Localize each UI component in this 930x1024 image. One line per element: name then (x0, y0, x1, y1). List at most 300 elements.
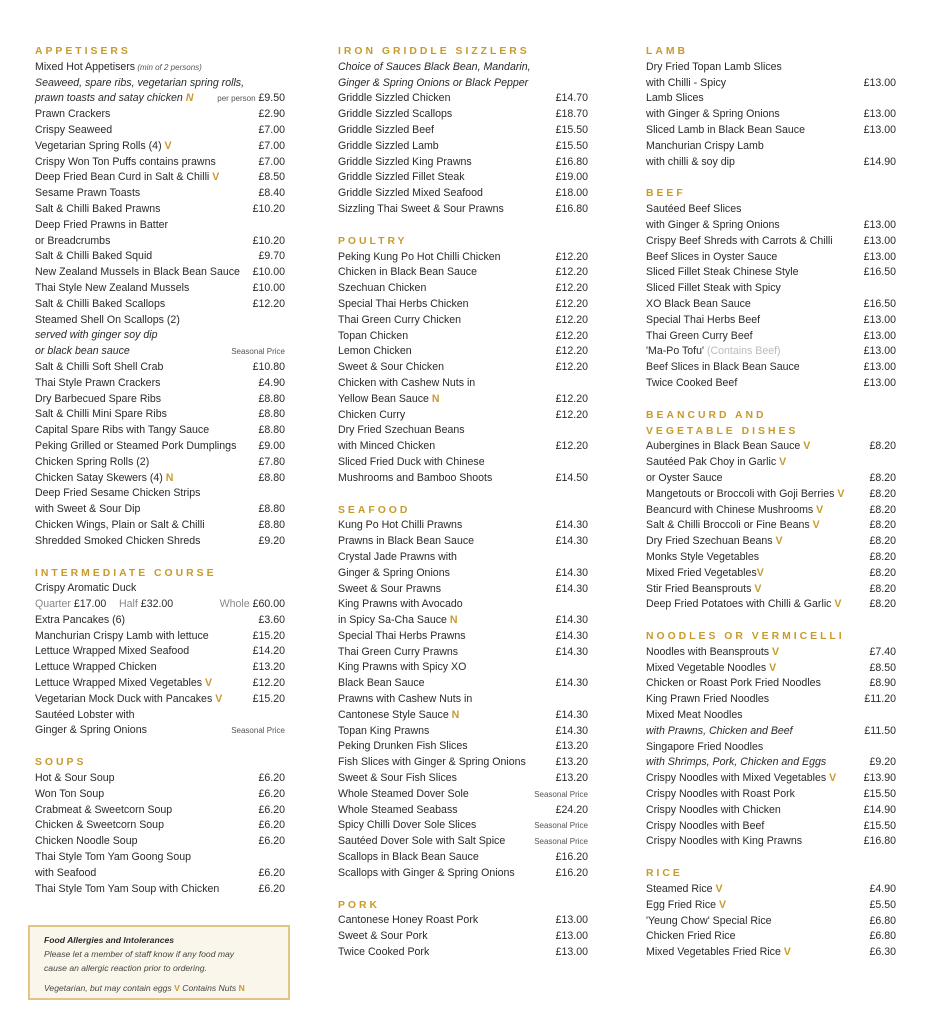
item-price: £14.70 (555, 92, 588, 105)
menu-item (646, 344, 896, 360)
menu-item (338, 250, 588, 266)
menu-item (35, 850, 285, 866)
item-price: £16.20 (555, 851, 588, 864)
menu-item (35, 313, 285, 329)
item-price: £8.20 (869, 582, 896, 595)
item-price: £4.90 (258, 376, 285, 389)
menu-item (35, 613, 285, 629)
menu-item (338, 629, 588, 645)
vegetarian-mark: V (783, 946, 791, 959)
item-name: Dry Fried Szechuan Beans (646, 535, 776, 548)
menu-item (338, 550, 588, 566)
item-price: £6.20 (258, 819, 285, 832)
menu-item (338, 392, 588, 408)
menu-item (646, 123, 896, 139)
nuts-mark: N (238, 983, 245, 993)
item-name: Peking Drunken Fish Slices (338, 740, 468, 753)
half-label: Half (119, 598, 141, 611)
item-price: £18.70 (555, 108, 588, 121)
menu-item (35, 297, 285, 313)
menu-item (646, 914, 896, 930)
item-name: Won Ton Soup (35, 787, 105, 800)
item-name: Fish Slices with Ginger & Spring Onions (338, 756, 526, 769)
item-price: £15.50 (863, 788, 896, 801)
item-price: £7.00 (258, 123, 285, 136)
item-name: Sautéed Lobster with (35, 708, 135, 721)
item-price: £10.00 (252, 266, 285, 279)
item-price: £8.20 (869, 566, 896, 579)
item-price: £12.20 (555, 313, 588, 326)
menu-item (338, 913, 588, 929)
menu-item (35, 123, 285, 139)
item-price: £16.20 (555, 866, 588, 879)
item-price: £12.20 (555, 266, 588, 279)
menu-item (646, 803, 896, 819)
item-name: Scallops with Ginger & Spring Onions (338, 866, 515, 879)
menu-item (646, 929, 896, 945)
item-price: £8.80 (258, 518, 285, 531)
allergy-line: Please let a member of staff know if any food may (44, 949, 235, 959)
menu-item (338, 755, 588, 771)
item-price: £13.20 (252, 661, 285, 674)
menu-item (35, 502, 285, 518)
section-title: SOUPS (35, 757, 87, 769)
section-title: IRON GRIDDLE SIZZLERS (338, 46, 530, 57)
menu-column-right (646, 44, 896, 977)
item-name: Topan Chicken (338, 329, 409, 342)
item-price: £16.50 (863, 266, 896, 279)
soups-section (35, 755, 285, 897)
item-name: Crispy Noodles with Chicken (646, 803, 781, 816)
menu-item (338, 803, 588, 819)
item-price: £13.00 (863, 313, 896, 326)
item-price: £12.20 (555, 361, 588, 374)
item-name: Sliced Fillet Steak Chinese Style (646, 266, 799, 279)
item-price: £16.50 (863, 297, 896, 310)
item-name: Shredded Smoked Chicken Shreds (35, 534, 201, 547)
menu-item (338, 265, 588, 281)
per-person-label: per person (217, 94, 256, 104)
item-name: Whole Steamed Seabass (338, 803, 458, 816)
seafood-section (338, 503, 588, 882)
menu-item (35, 265, 285, 281)
whole-label: Whole (219, 598, 253, 611)
item-name: Chicken Satay Skewers (4) (35, 471, 166, 484)
item-name: Chicken Wings, Plain or Salt & Chilli (35, 518, 205, 531)
item-name: Crispy Seaweed (35, 123, 113, 136)
item-name: Ginger & Spring Onions (338, 566, 450, 579)
item-price: £14.30 (555, 677, 588, 690)
item-name: King Prawn Fried Noodles (646, 693, 770, 706)
item-price: £14.30 (555, 645, 588, 658)
item-price: £18.00 (555, 187, 588, 200)
item-name: Black Bean Sauce (338, 677, 425, 690)
menu-item (35, 723, 285, 739)
item-name: Salt & Chilli Mini Spare Ribs (35, 408, 167, 421)
appetisers-section (35, 44, 285, 550)
menu-item (338, 202, 588, 218)
menu-item (35, 866, 285, 882)
nuts-mark: N (451, 708, 460, 721)
menu-item (35, 107, 285, 123)
section-title: PORK (338, 899, 381, 911)
item-name: Sesame Prawn Toasts (35, 187, 141, 200)
item-name: Scallops in Black Bean Sauce (338, 851, 479, 864)
item-name: Griddle Sizzled Chicken (338, 92, 451, 105)
item-price: £8.40 (258, 187, 285, 200)
item-name: Vegetarian Mock Duck with Pancakes (35, 692, 216, 705)
item-name: with Ginger & Spring Onions (646, 218, 780, 231)
item-name: Thai Green Curry Chicken (338, 313, 462, 326)
menu-item (338, 329, 588, 345)
section-subtitle: Choice of Sauces Black Bean, Mandarin, (338, 60, 531, 73)
item-name: Vegetarian Spring Rolls (4) (35, 139, 165, 152)
item-name: Crystal Jade Prawns with (338, 550, 457, 563)
menu-item (338, 613, 588, 629)
item-name: Kung Po Hot Chilli Prawns (338, 519, 463, 532)
menu-item (338, 439, 588, 455)
menu-item (646, 76, 896, 92)
vegetarian-mark: V (212, 171, 220, 184)
item-price: £6.80 (869, 930, 896, 943)
item-price: £13.00 (863, 123, 896, 136)
menu-item (35, 392, 285, 408)
item-price: £13.20 (555, 740, 588, 753)
beef-list (646, 202, 896, 392)
item-name: with Sweet & Sour Dip (35, 503, 141, 516)
item-name: Noodles with Beansprouts (646, 645, 773, 658)
item-price: £10.00 (252, 281, 285, 294)
menu-item (338, 676, 588, 692)
item-name: Deep Fried Sesame Chicken Strips (35, 487, 201, 500)
menu-item (646, 376, 896, 392)
item-price: £14.30 (555, 566, 588, 579)
noodles-section (646, 629, 896, 850)
menu-item (338, 929, 588, 945)
item-price: £8.50 (869, 661, 896, 674)
vegetarian-mark: V (803, 440, 811, 453)
menu-item (646, 771, 896, 787)
item-name: Beef Slices in Oyster Sauce (646, 250, 778, 263)
menu-item (35, 139, 285, 155)
menu-item (338, 771, 588, 787)
item-price: £14.30 (555, 724, 588, 737)
item-name: Lettuce Wrapped Mixed Seafood (35, 645, 190, 658)
menu-item (338, 692, 588, 708)
section-title: LAMB (646, 46, 689, 57)
menu-item (338, 170, 588, 186)
menu-item (35, 581, 285, 597)
item-price: £14.30 (555, 519, 588, 532)
menu-item (338, 455, 588, 471)
menu-item (35, 439, 285, 455)
section-title: BEEF (646, 188, 686, 200)
item-name: Aubergines in Black Bean Sauce (646, 440, 804, 453)
item-price: £10.20 (252, 202, 285, 215)
menu-item (338, 518, 588, 534)
item-name: Singapore Fried Noodles (646, 740, 764, 753)
section-title: APPETISERS (35, 46, 131, 57)
menu-item (35, 818, 285, 834)
beancurd-section (646, 408, 896, 613)
menu-item (646, 898, 896, 914)
vegetarian-mark: V (816, 503, 824, 516)
section-title: INTERMEDIATE COURSE (35, 567, 217, 579)
vegetarian-mark: V (756, 566, 764, 579)
item-note: (min of 2 persons) (135, 62, 202, 72)
menu-item (646, 234, 896, 250)
item-price: £13.00 (863, 376, 896, 389)
menu-item (35, 629, 285, 645)
item-price: £24.20 (555, 803, 588, 816)
item-name: Stir Fried Beansprouts (646, 582, 755, 595)
item-price: £14.20 (252, 645, 285, 658)
item-price: £8.20 (869, 440, 896, 453)
menu-item (35, 518, 285, 534)
menu-item (338, 107, 588, 123)
item-name: Special Thai Herbs Beef (646, 313, 761, 326)
lamb-section (646, 44, 896, 170)
item-name: Crispy Won Ton Puffs contains prawns (35, 155, 216, 168)
item-price: £5.50 (869, 898, 896, 911)
item-name: Lemon Chicken (338, 345, 412, 358)
vegetarian-mark: V (215, 692, 223, 705)
menu-item (646, 882, 896, 898)
item-name: or Oyster Sauce (646, 471, 723, 484)
item-price: Seasonal Price (534, 789, 588, 799)
vegetarian-mark: V (837, 487, 845, 500)
item-name: with Prawns, Chicken and Beef (646, 724, 793, 737)
item-price: £13.00 (555, 946, 588, 959)
item-price: £8.90 (869, 677, 896, 690)
nuts-mark: N (449, 614, 458, 627)
nuts-mark: N (185, 92, 194, 105)
menu-item (646, 834, 896, 850)
nuts-mark: N (431, 392, 440, 405)
item-price: £8.80 (258, 424, 285, 437)
item-price: £16.80 (555, 202, 588, 215)
item-name: Chicken Curry (338, 408, 406, 421)
item-name: Prawns in Black Bean Sauce (338, 535, 475, 548)
item-name: Sweet & Sour Prawns (338, 582, 442, 595)
poultry-list (338, 250, 588, 487)
item-price: £7.40 (869, 645, 896, 658)
item-price: £9.50 (258, 92, 285, 105)
menu-item (338, 344, 588, 360)
item-name: Mixed Vegetable Noodles (646, 661, 770, 674)
item-price: £6.20 (258, 882, 285, 895)
item-name: Monks Style Vegetables (646, 550, 760, 563)
item-name: with chilli & soy dip (646, 155, 735, 168)
item-price: £6.20 (258, 772, 285, 785)
rice-list (646, 882, 896, 961)
menu-item (338, 787, 588, 803)
menu-item (35, 360, 285, 376)
item-price: Seasonal Price (534, 837, 588, 847)
menu-item (646, 297, 896, 313)
quarter-label: Quarter (35, 598, 74, 611)
item-name: Hot & Sour Soup (35, 772, 115, 785)
item-price: £12.20 (555, 250, 588, 263)
menu-item (646, 518, 896, 534)
item-name: Griddle Sizzled Fillet Steak (338, 171, 465, 184)
menu-item (646, 60, 896, 76)
item-name: Lettuce Wrapped Chicken (35, 661, 157, 674)
item-name: Mangetouts or Broccoli with Goji Berries (646, 487, 838, 500)
item-name: with Seafood (35, 866, 97, 879)
menu-item (338, 834, 588, 850)
item-name: Special Thai Herbs Chicken (338, 297, 469, 310)
item-note: (Contains Beef) (704, 345, 781, 358)
menu-item (338, 376, 588, 392)
menu-item (35, 803, 285, 819)
item-name: or black bean sauce (35, 345, 130, 358)
menu-item (338, 423, 588, 439)
appetisers-list (35, 107, 285, 549)
item-price: £8.80 (258, 471, 285, 484)
item-name: 'Yeung Chow' Special Rice (646, 914, 772, 927)
vegetarian-mark: V (834, 598, 842, 611)
item-name: Twice Cooked Pork (338, 946, 430, 959)
item-name: Crispy Aromatic Duck (35, 582, 137, 595)
item-name: Manchurian Crispy Lamb (646, 139, 764, 152)
menu-item (338, 582, 588, 598)
section-title: RICE (646, 868, 683, 880)
menu-item (35, 834, 285, 850)
menu-item (338, 471, 588, 487)
menu-column-left (35, 44, 285, 913)
item-name: Salt & Chilli Baked Scallops (35, 297, 166, 310)
beancurd-list (646, 439, 896, 613)
item-price: £12.20 (555, 345, 588, 358)
item-name: Chicken Fried Rice (646, 930, 736, 943)
item-price: £12.20 (555, 392, 588, 405)
item-price: Seasonal Price (231, 347, 285, 357)
item-price: £8.20 (869, 550, 896, 563)
menu-item (338, 597, 588, 613)
menu-item (646, 724, 896, 740)
item-price: £6.20 (258, 835, 285, 848)
item-price: £15.20 (252, 629, 285, 642)
beef-section (646, 186, 896, 391)
menu-item (35, 644, 285, 660)
menu-item (646, 218, 896, 234)
duck-prices (35, 597, 285, 613)
item-price: £15.50 (555, 139, 588, 152)
menu-item (338, 155, 588, 171)
item-price: £7.00 (258, 155, 285, 168)
section-title: NOODLES OR VERMICELLI (646, 631, 845, 643)
item-price: £12.20 (555, 329, 588, 342)
menu-item (338, 566, 588, 582)
item-name: Salt & Chilli Baked Prawns (35, 202, 161, 215)
item-price: £4.90 (869, 883, 896, 896)
item-price: £11.20 (864, 693, 896, 706)
menu-item (338, 408, 588, 424)
item-name: Griddle Sizzled King Prawns (338, 155, 472, 168)
vegetarian-mark: V (205, 677, 213, 690)
item-price: £3.60 (258, 613, 285, 626)
item-price: £15.50 (863, 819, 896, 832)
section-subtitle: Ginger & Spring Onions or Black Pepper (338, 76, 529, 89)
menu-item (646, 597, 896, 613)
allergy-title: Food Allergies and Intolerances (44, 935, 175, 945)
vegetarian-mark: V (829, 772, 837, 785)
item-price: £12.20 (555, 282, 588, 295)
menu-item (35, 676, 285, 692)
menu-item (338, 123, 588, 139)
item-name: Crispy Noodles with Beef (646, 819, 765, 832)
item-name: Griddle Sizzled Scallops (338, 108, 453, 121)
item-name: Sweet & Sour Chicken (338, 361, 444, 374)
menu-item (338, 850, 588, 866)
menu-item (646, 692, 896, 708)
item-name: with Shrimps, Pork, Chicken and Eggs (646, 756, 827, 769)
menu-item (646, 107, 896, 123)
item-name: Lettuce Wrapped Mixed Vegetables (35, 677, 206, 690)
menu-item (646, 740, 896, 756)
description-line: Seaweed, spare ribs, vegetarian spring rolls, (35, 76, 245, 89)
item-price: £14.30 (555, 614, 588, 627)
item-price: Seasonal Price (534, 821, 588, 831)
item-price: £2.90 (258, 108, 285, 121)
intermediate-section (35, 566, 285, 740)
item-price: £13.00 (863, 218, 896, 231)
item-price: £6.80 (869, 914, 896, 927)
item-name: Salt & Chilli Baked Squid (35, 250, 153, 263)
menu-item (35, 882, 285, 898)
item-name: Deep Fried Bean Curd in Salt & Chilli (35, 171, 213, 184)
item-name: XO Black Bean Sauce (646, 297, 751, 310)
menu-item (646, 534, 896, 550)
menu-item (646, 455, 896, 471)
item-name: Deep Fried Prawns in Batter (35, 218, 169, 231)
menu-item (35, 660, 285, 676)
menu-item (35, 407, 285, 423)
item-name: Crabmeat & Sweetcorn Soup (35, 803, 173, 816)
item-description (35, 76, 285, 92)
item-name: Manchurian Crispy Lamb with lettuce (35, 629, 209, 642)
menu-item (338, 660, 588, 676)
menu-item (35, 202, 285, 218)
item-name: Cantonese Honey Roast Pork (338, 914, 479, 927)
item-price: £6.20 (258, 866, 285, 879)
item-name: Mixed Hot Appetisers (35, 60, 136, 73)
section-title: POULTRY (338, 235, 408, 247)
noodles-list (646, 645, 896, 850)
menu-item (646, 787, 896, 803)
menu-item (338, 945, 588, 961)
soups-list (35, 771, 285, 897)
item-price: £11.50 (864, 724, 896, 737)
allergy-legend (44, 981, 274, 995)
vegetarian-mark: V (719, 898, 727, 911)
menu-item (35, 218, 285, 234)
menu-item (646, 139, 896, 155)
item-name: Capital Spare Ribs with Tangy Sauce (35, 424, 210, 437)
item-name: Extra Pancakes (6) (35, 613, 126, 626)
whole-price: £60.00 (252, 598, 285, 611)
poultry-section (338, 234, 588, 487)
nuts-legend: Contains Nuts (179, 983, 239, 993)
item-price: £8.80 (258, 503, 285, 516)
menu-item (646, 487, 896, 503)
item-price: £8.20 (869, 519, 896, 532)
item-name: Chicken & Sweetcorn Soup (35, 819, 164, 832)
item-name: with Minced Chicken (338, 440, 436, 453)
menu-item (646, 550, 896, 566)
item-price: £7.00 (258, 139, 285, 152)
